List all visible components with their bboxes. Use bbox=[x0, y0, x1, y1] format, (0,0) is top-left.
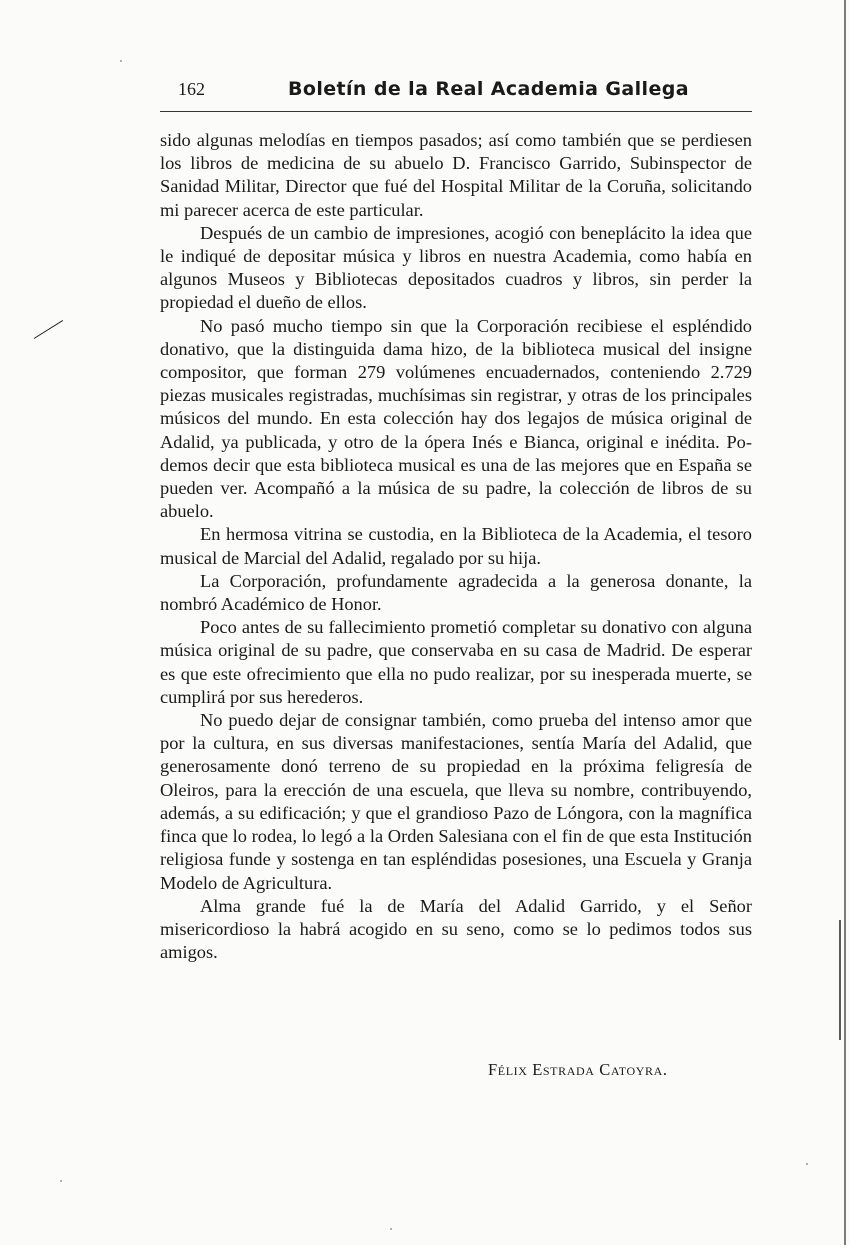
paragraph-2: Después de un cambio de impresiones, acogió con beneplácito la idea que le indiqué de depositar música y libros en nuestra Academia, como había en algunos Museos y Bibliotecas depositados cuadros y libros, sin perder la propiedad el dueño de ellos. bbox=[160, 222, 752, 313]
author-signature: Félix Estrada Catoyra. bbox=[488, 1060, 668, 1079]
paper-speck bbox=[390, 1228, 392, 1230]
paper-speck bbox=[806, 1163, 808, 1165]
page-number: 162 bbox=[178, 79, 205, 99]
page-edge-shadow bbox=[844, 0, 846, 1245]
paragraph-8: Alma grande fué la de María del Adalid Garrido, y el Señor misericordioso la habrá acogido en su seno, como se lo pedimos todos sus amigos. bbox=[160, 895, 752, 963]
running-title: Boletín de la Real Academia Gallega bbox=[288, 78, 689, 100]
paragraph-4: En hermosa vitrina se custodia, en la Biblioteca de la Academia, el tesoro musical de Marcial del Adalid, regalado por su hija. bbox=[160, 524, 752, 568]
page-edge-shadow-lower bbox=[839, 920, 841, 1040]
article-body bbox=[160, 129, 752, 964]
paragraph-7: No puedo dejar de consignar también, como prueba del intenso amor que por la cultura, en sus diversas manifestaciones, sentía María del Adalid, que generosamente donó terreno de su propiedad en la próxima feligresía de Oleiros, para la erección de una escuela, que lleva su nombre, contribuyendo, además, a su edificación; y que el grandioso Pazo de Lóngora, con la magnífica finca que lo rodea, lo legó a la Orden Salesiana con el fin de que esta Institución religiosa funde y sostenga en tan espléndidas posesiones, una Escuela y Granja Modelo de Agricultura. bbox=[160, 710, 752, 893]
paragraph-5: La Corporación, profundamente agradecida a la generosa donante, la nombró Académico de Honor. bbox=[160, 570, 752, 615]
page-header bbox=[160, 78, 752, 108]
margin-pencil-mark bbox=[34, 320, 63, 339]
paragraph-1: sido algunas melodías en tiempos pasados; así como también que se perdiesen los libros de medicina de su abuelo D. Francisco Garrido, Subinspector de Sanidad Militar, Director que fué del Hospital Militar de la Coruña, solicitando mi parecer acerca de este particular. bbox=[160, 130, 752, 220]
paragraph-3: No pasó mucho tiempo sin que la Corporación recibiese el espléndido donativo, que la distinguida dama hizo, de la biblioteca musical del insigne compositor, que forman 279 volúmenes encuadernados, conteniendo 2.729 piezas musicales registradas, muchísimas sin registrar, y otras de los principales músicos del mundo. En esta colección hay dos legajos de música original de Adalid, ya publicada, y otro de la ópera Inés e Bianca, original e inédita. Podemos decir que esta biblioteca musical es una de las mejores que en España se pueden ver. Acompañó a la música de su padre, la colección de libros de su abuelo. bbox=[160, 315, 752, 522]
paper-speck bbox=[60, 1180, 62, 1182]
paper-speck bbox=[120, 60, 122, 62]
header-rule bbox=[160, 111, 752, 112]
paragraph-6: Poco antes de su fallecimiento prometió completar su donativo con alguna música original de su padre, que conservaba en su casa de Madrid. De esperar es que este ofrecimiento que ella no pudo realizar, por su inesperada muerte, se cumplirá por sus herederos. bbox=[160, 617, 752, 707]
